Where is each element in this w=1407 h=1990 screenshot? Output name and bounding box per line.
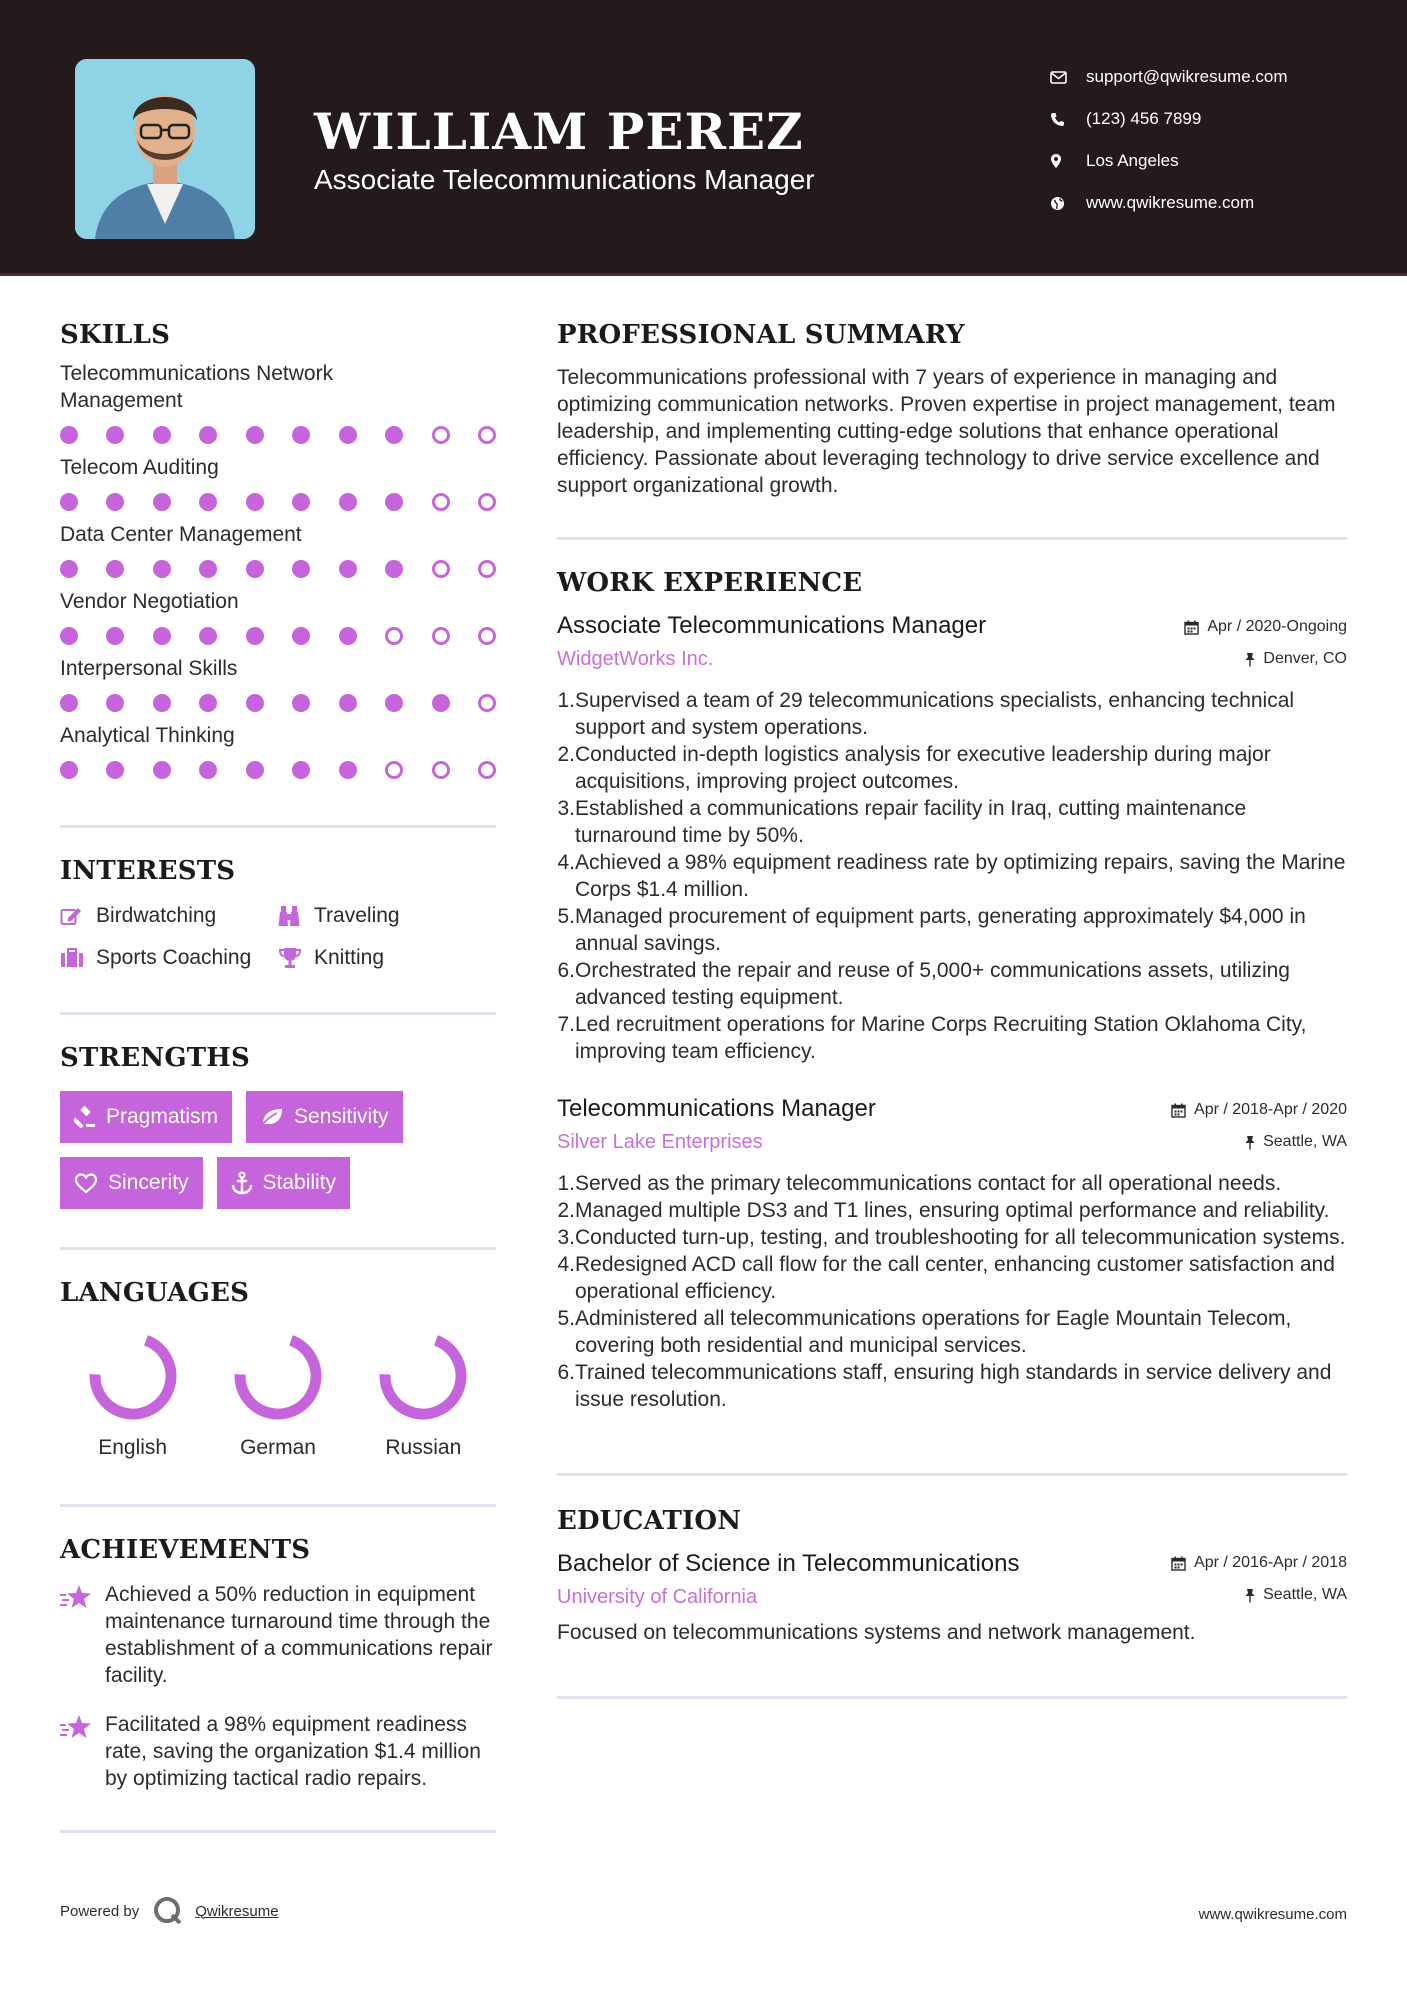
bullet-text: Managed multiple DS3 and T1 lines, ensuring optimal performance and reliability. (575, 1199, 1330, 1222)
job-bullet (557, 687, 1347, 741)
footer-website[interactable]: www.qwikresume.com (1198, 1906, 1347, 1923)
heart-icon (74, 1173, 98, 1194)
skill-item (60, 655, 496, 712)
skill-item (60, 360, 496, 444)
rating-dot-filled (339, 761, 357, 779)
education-dates (1171, 1554, 1347, 1572)
bullet-text: Achieved a 98% equipment readiness rate by optimizing repairs, saving the Marine Corps $1.4 million. (575, 851, 1346, 901)
bullet-number: 5. (557, 905, 575, 928)
footer-powered-by (60, 1896, 279, 1926)
language-level-ring (87, 1330, 179, 1422)
right-column (557, 320, 1347, 1699)
job-bullet (557, 1170, 1347, 1197)
bullet-text: Administered all telecommunications operations for Eagle Mountain Telecom, covering both residential and municipal services. (575, 1307, 1292, 1357)
experience-heading: WORK EXPERIENCE (557, 568, 863, 598)
education-head (557, 1550, 1347, 1609)
contact-phone-text: (123) 456 7899 (1086, 109, 1202, 128)
rating-dot-empty (478, 694, 496, 712)
rating-dot-filled (106, 627, 124, 645)
rating-dot-filled (199, 761, 217, 779)
contact-list (1050, 56, 1288, 224)
language-item (351, 1330, 496, 1460)
job-location-text: Denver, CO (1263, 650, 1347, 667)
strength-label: Pragmatism (106, 1105, 219, 1128)
section-divider (60, 825, 496, 828)
achievement-item (60, 1581, 496, 1689)
rating-dot-empty (432, 493, 450, 511)
star-icon (60, 1711, 105, 1792)
skill-rating (60, 493, 496, 511)
job-dates-text: Apr / 2020-Ongoing (1207, 618, 1347, 635)
job-location-text: Seattle, WA (1263, 1133, 1347, 1150)
contact-website-text: www.qwikresume.com (1086, 193, 1255, 212)
rating-dot-filled (199, 694, 217, 712)
job-entry (557, 1095, 1347, 1413)
education-location (1171, 1586, 1347, 1604)
briefcase-icon (60, 948, 96, 968)
star-icon (60, 1581, 105, 1689)
language-level-arc (232, 1330, 324, 1422)
rating-dot-filled (292, 627, 310, 645)
summary-section (557, 320, 1347, 499)
rating-dot-filled (246, 493, 264, 511)
rating-dot-filled (385, 694, 403, 712)
section-divider (557, 537, 1347, 540)
location-pin-icon (1050, 153, 1086, 169)
section-divider (60, 1012, 496, 1015)
profile-photo (75, 59, 255, 239)
strengths-list (60, 1091, 496, 1209)
language-label: English (98, 1436, 168, 1459)
rating-dot-empty (478, 493, 496, 511)
strengths-section (60, 1043, 496, 1209)
bullet-number: 6. (557, 1361, 575, 1384)
rating-dot-empty (432, 426, 450, 444)
skill-name: Telecom Auditing (60, 456, 219, 479)
rating-dot-filled (292, 493, 310, 511)
rating-dot-filled (385, 560, 403, 578)
pushpin-icon (1245, 652, 1255, 667)
rating-dot-filled (106, 426, 124, 444)
company-name: WidgetWorks Inc. (557, 648, 714, 670)
bullet-text: Managed procurement of equipment parts, generating approximately $4,000 in annual savings. (575, 905, 1306, 955)
skills-heading: SKILLS (60, 320, 171, 350)
leaf-icon (260, 1107, 284, 1127)
rating-dot-filled (246, 627, 264, 645)
achievements-heading: ACHIEVEMENTS (60, 1535, 311, 1565)
envelope-icon (1050, 71, 1086, 84)
summary-heading: PROFESSIONAL SUMMARY (557, 320, 965, 350)
anchor-icon (231, 1171, 253, 1195)
rating-dot-empty (385, 627, 403, 645)
bullet-number: 1. (557, 1172, 575, 1195)
language-item (60, 1330, 205, 1460)
rating-dot-filled (106, 694, 124, 712)
skills-section (60, 320, 496, 779)
job-dates (1184, 618, 1347, 636)
skill-rating (60, 426, 496, 444)
rating-dot-filled (246, 761, 264, 779)
calendar-icon (1171, 1103, 1186, 1118)
languages-heading: LANGUAGES (60, 1278, 250, 1308)
bullet-number: 3. (557, 1226, 575, 1249)
degree-title: Bachelor of Science in Telecommunications (557, 1550, 1020, 1577)
job-bullet (557, 741, 1347, 795)
contact-phone[interactable] (1050, 98, 1288, 140)
bullet-text: Redesigned ACD call flow for the call center, enhancing customer satisfaction and operational efficiency. (575, 1253, 1335, 1303)
job-bullets (557, 1170, 1347, 1413)
job-head (557, 612, 1347, 671)
interest-item (60, 946, 278, 970)
bullet-text: Conducted in-depth logistics analysis for executive leadership during major acquisitions, improving project outcomes. (575, 743, 1271, 793)
skill-item (60, 588, 496, 645)
interests-list (60, 904, 496, 970)
rating-dot-filled (106, 761, 124, 779)
strength-tag (60, 1091, 232, 1143)
phone-icon (1050, 112, 1086, 127)
skill-name: Telecommunications Network Management (60, 362, 334, 412)
candidate-title: Associate Telecommunications Manager (314, 164, 815, 195)
rating-dot-empty (478, 761, 496, 779)
rating-dot-filled (153, 426, 171, 444)
job-location (1184, 650, 1347, 668)
job-entry (557, 612, 1347, 1065)
contact-website[interactable] (1050, 182, 1288, 224)
interest-item (60, 904, 278, 928)
rating-dot-filled (385, 493, 403, 511)
job-bullet (557, 903, 1347, 957)
contact-location (1050, 140, 1288, 182)
strength-label: Sincerity (108, 1171, 189, 1194)
rating-dot-empty (478, 426, 496, 444)
qwikresume-link[interactable]: Qwikresume (195, 1902, 279, 1920)
skill-item (60, 521, 496, 578)
language-level-ring (232, 1330, 324, 1422)
gavel-icon (74, 1106, 96, 1128)
experience-section (557, 568, 1347, 1413)
education-location-text: Seattle, WA (1263, 1586, 1347, 1603)
skill-name: Data Center Management (60, 523, 302, 546)
skill-name: Analytical Thinking (60, 724, 235, 747)
bullet-text: Trained telecommunications staff, ensuring high standards in service delivery and issue resolution. (575, 1361, 1332, 1411)
job-bullet (557, 1251, 1347, 1305)
powered-by-text: Powered by (60, 1902, 140, 1920)
rating-dot-empty (478, 627, 496, 645)
interest-label: Traveling (314, 904, 400, 927)
language-level-arc (377, 1330, 469, 1422)
rating-dot-empty (385, 761, 403, 779)
rating-dot-filled (199, 426, 217, 444)
rating-dot-empty (432, 761, 450, 779)
skill-rating (60, 694, 496, 712)
bullet-number: 2. (557, 1199, 575, 1222)
interest-label: Birdwatching (96, 904, 217, 927)
contact-email-text: support@qwikresume.com (1086, 67, 1288, 86)
pushpin-icon (1245, 1588, 1255, 1603)
bullet-text: Led recruitment operations for Marine Corps Recruiting Station Oklahoma City, improving team efficiency. (575, 1013, 1307, 1063)
skill-rating (60, 761, 496, 779)
section-divider (557, 1473, 1347, 1476)
rating-dot-empty (478, 560, 496, 578)
rating-dot-empty (432, 560, 450, 578)
rating-dot-filled (292, 560, 310, 578)
interest-item (278, 946, 496, 970)
interest-label: Knitting (314, 946, 385, 969)
trophy-icon (278, 947, 314, 969)
skill-name: Vendor Negotiation (60, 590, 239, 613)
job-bullets (557, 687, 1347, 1065)
rating-dot-filled (106, 560, 124, 578)
bullet-text: Conducted turn-up, testing, and troubleshooting for all telecommunication systems. (575, 1226, 1346, 1249)
rating-dot-filled (106, 493, 124, 511)
pencil-square-icon (60, 906, 96, 926)
skill-rating (60, 627, 496, 645)
education-dates-text: Apr / 2016-Apr / 2018 (1194, 1554, 1347, 1571)
skill-item (60, 454, 496, 511)
job-bullet (557, 1224, 1347, 1251)
rating-dot-filled (60, 627, 78, 645)
section-divider (60, 1247, 496, 1250)
rating-dot-filled (246, 694, 264, 712)
achievement-text: Achieved a 50% reduction in equipment maintenance turnaround time through the establishment of a communications repair facility. (105, 1583, 493, 1687)
rating-dot-filled (339, 426, 357, 444)
binoculars-icon (278, 905, 314, 927)
achievement-text: Facilitated a 98% equipment readiness rate, saving the organization $1.4 million by optimizing tactical radio repairs. (105, 1713, 481, 1790)
achievement-item (60, 1711, 496, 1792)
rating-dot-filled (246, 426, 264, 444)
job-bullet (557, 1197, 1347, 1224)
job-bullet (557, 795, 1347, 849)
rating-dot-empty (432, 627, 450, 645)
strength-tag (60, 1157, 203, 1209)
resume-header (0, 0, 1407, 276)
rating-dot-filled (199, 493, 217, 511)
rating-dot-filled (199, 560, 217, 578)
rating-dot-filled (60, 560, 78, 578)
interest-label: Sports Coaching (96, 946, 252, 969)
job-head (557, 1095, 1347, 1154)
calendar-icon (1184, 620, 1199, 635)
strength-tag (246, 1091, 403, 1143)
job-location (1171, 1133, 1347, 1151)
rating-dot-filled (153, 694, 171, 712)
interests-section (60, 856, 496, 970)
language-item (205, 1330, 350, 1460)
rating-dot-filled (292, 426, 310, 444)
rating-dot-filled (153, 493, 171, 511)
job-dates-text: Apr / 2018-Apr / 2020 (1194, 1101, 1347, 1118)
rating-dot-filled (60, 426, 78, 444)
rating-dot-filled (432, 694, 450, 712)
summary-text: Telecommunications professional with 7 years of experience in managing and optimizing communication networks. Proven expertise in project management, team leadership, and implementing cutting-edge solutions that enhance operational efficiency. Passionate about leveraging technology to drive service excellence and support organizational growth. (557, 366, 1336, 497)
bullet-text: Served as the primary telecommunications contact for all operational needs. (575, 1172, 1282, 1195)
pushpin-icon (1245, 1135, 1255, 1150)
section-divider (60, 1504, 496, 1507)
bullet-number: 1. (557, 689, 575, 712)
rating-dot-filled (292, 761, 310, 779)
rating-dot-filled (339, 493, 357, 511)
rating-dot-filled (339, 694, 357, 712)
qwikresume-logo-icon (153, 1896, 183, 1926)
skill-item (60, 722, 496, 779)
globe-icon (1050, 196, 1086, 211)
skill-name: Interpersonal Skills (60, 657, 238, 680)
bullet-text: Orchestrated the repair and reuse of 5,000+ communications assets, utilizing advanced testing equipment. (575, 959, 1290, 1009)
school-name: University of California (557, 1586, 758, 1608)
language-level-ring (377, 1330, 469, 1422)
bullet-number: 5. (557, 1307, 575, 1330)
education-section (557, 1506, 1347, 1646)
bullet-text: Established a communications repair facility in Iraq, cutting maintenance turnaround time by 50%. (575, 797, 1247, 847)
job-bullet (557, 1011, 1347, 1065)
language-label: Russian (385, 1436, 462, 1459)
job-bullet (557, 957, 1347, 1011)
education-description: Focused on telecommunications systems and network management. (557, 1621, 1196, 1644)
job-title: Associate Telecommunications Manager (557, 612, 987, 639)
rating-dot-filled (60, 493, 78, 511)
job-bullet (557, 849, 1347, 903)
section-divider (557, 1696, 1347, 1699)
rating-dot-filled (199, 627, 217, 645)
interest-item (278, 904, 496, 928)
skills-list (60, 360, 496, 779)
bullet-number: 6. (557, 959, 575, 982)
language-level-arc (87, 1330, 179, 1422)
languages-list (60, 1330, 496, 1460)
bullet-text: Supervised a team of 29 telecommunications specialists, enhancing technical support and system operations. (575, 689, 1295, 739)
company-name: Silver Lake Enterprises (557, 1131, 763, 1153)
languages-section (60, 1278, 496, 1460)
job-bullet (557, 1305, 1347, 1359)
rating-dot-filled (292, 694, 310, 712)
strength-label: Sensitivity (294, 1105, 389, 1128)
contact-location-text: Los Angeles (1086, 151, 1179, 170)
rating-dot-filled (246, 560, 264, 578)
jobs-list (557, 612, 1347, 1413)
bullet-number: 7. (557, 1013, 575, 1036)
job-bullet (557, 1359, 1347, 1413)
bullet-number: 4. (557, 851, 575, 874)
education-heading: EDUCATION (557, 1506, 742, 1536)
rating-dot-filled (153, 560, 171, 578)
rating-dot-filled (339, 627, 357, 645)
rating-dot-filled (153, 627, 171, 645)
rating-dot-filled (339, 560, 357, 578)
strength-tag (217, 1157, 351, 1209)
bullet-number: 2. (557, 743, 575, 766)
job-dates (1171, 1101, 1347, 1119)
rating-dot-filled (385, 426, 403, 444)
contact-email[interactable] (1050, 56, 1288, 98)
section-divider (60, 1830, 496, 1833)
candidate-name: WILLIAM PEREZ (314, 102, 804, 161)
job-title: Telecommunications Manager (557, 1095, 876, 1122)
strength-label: Stability (262, 1171, 337, 1194)
left-column (60, 320, 496, 1833)
interests-heading: INTERESTS (60, 856, 236, 886)
skill-rating (60, 560, 496, 578)
strengths-heading: STRENGTHS (60, 1043, 251, 1073)
bullet-number: 3. (557, 797, 575, 820)
language-label: German (240, 1436, 316, 1459)
rating-dot-filled (60, 761, 78, 779)
bullet-number: 4. (557, 1253, 575, 1276)
achievements-section (60, 1535, 496, 1792)
rating-dot-filled (60, 694, 78, 712)
calendar-icon (1171, 1556, 1186, 1571)
rating-dot-filled (153, 761, 171, 779)
